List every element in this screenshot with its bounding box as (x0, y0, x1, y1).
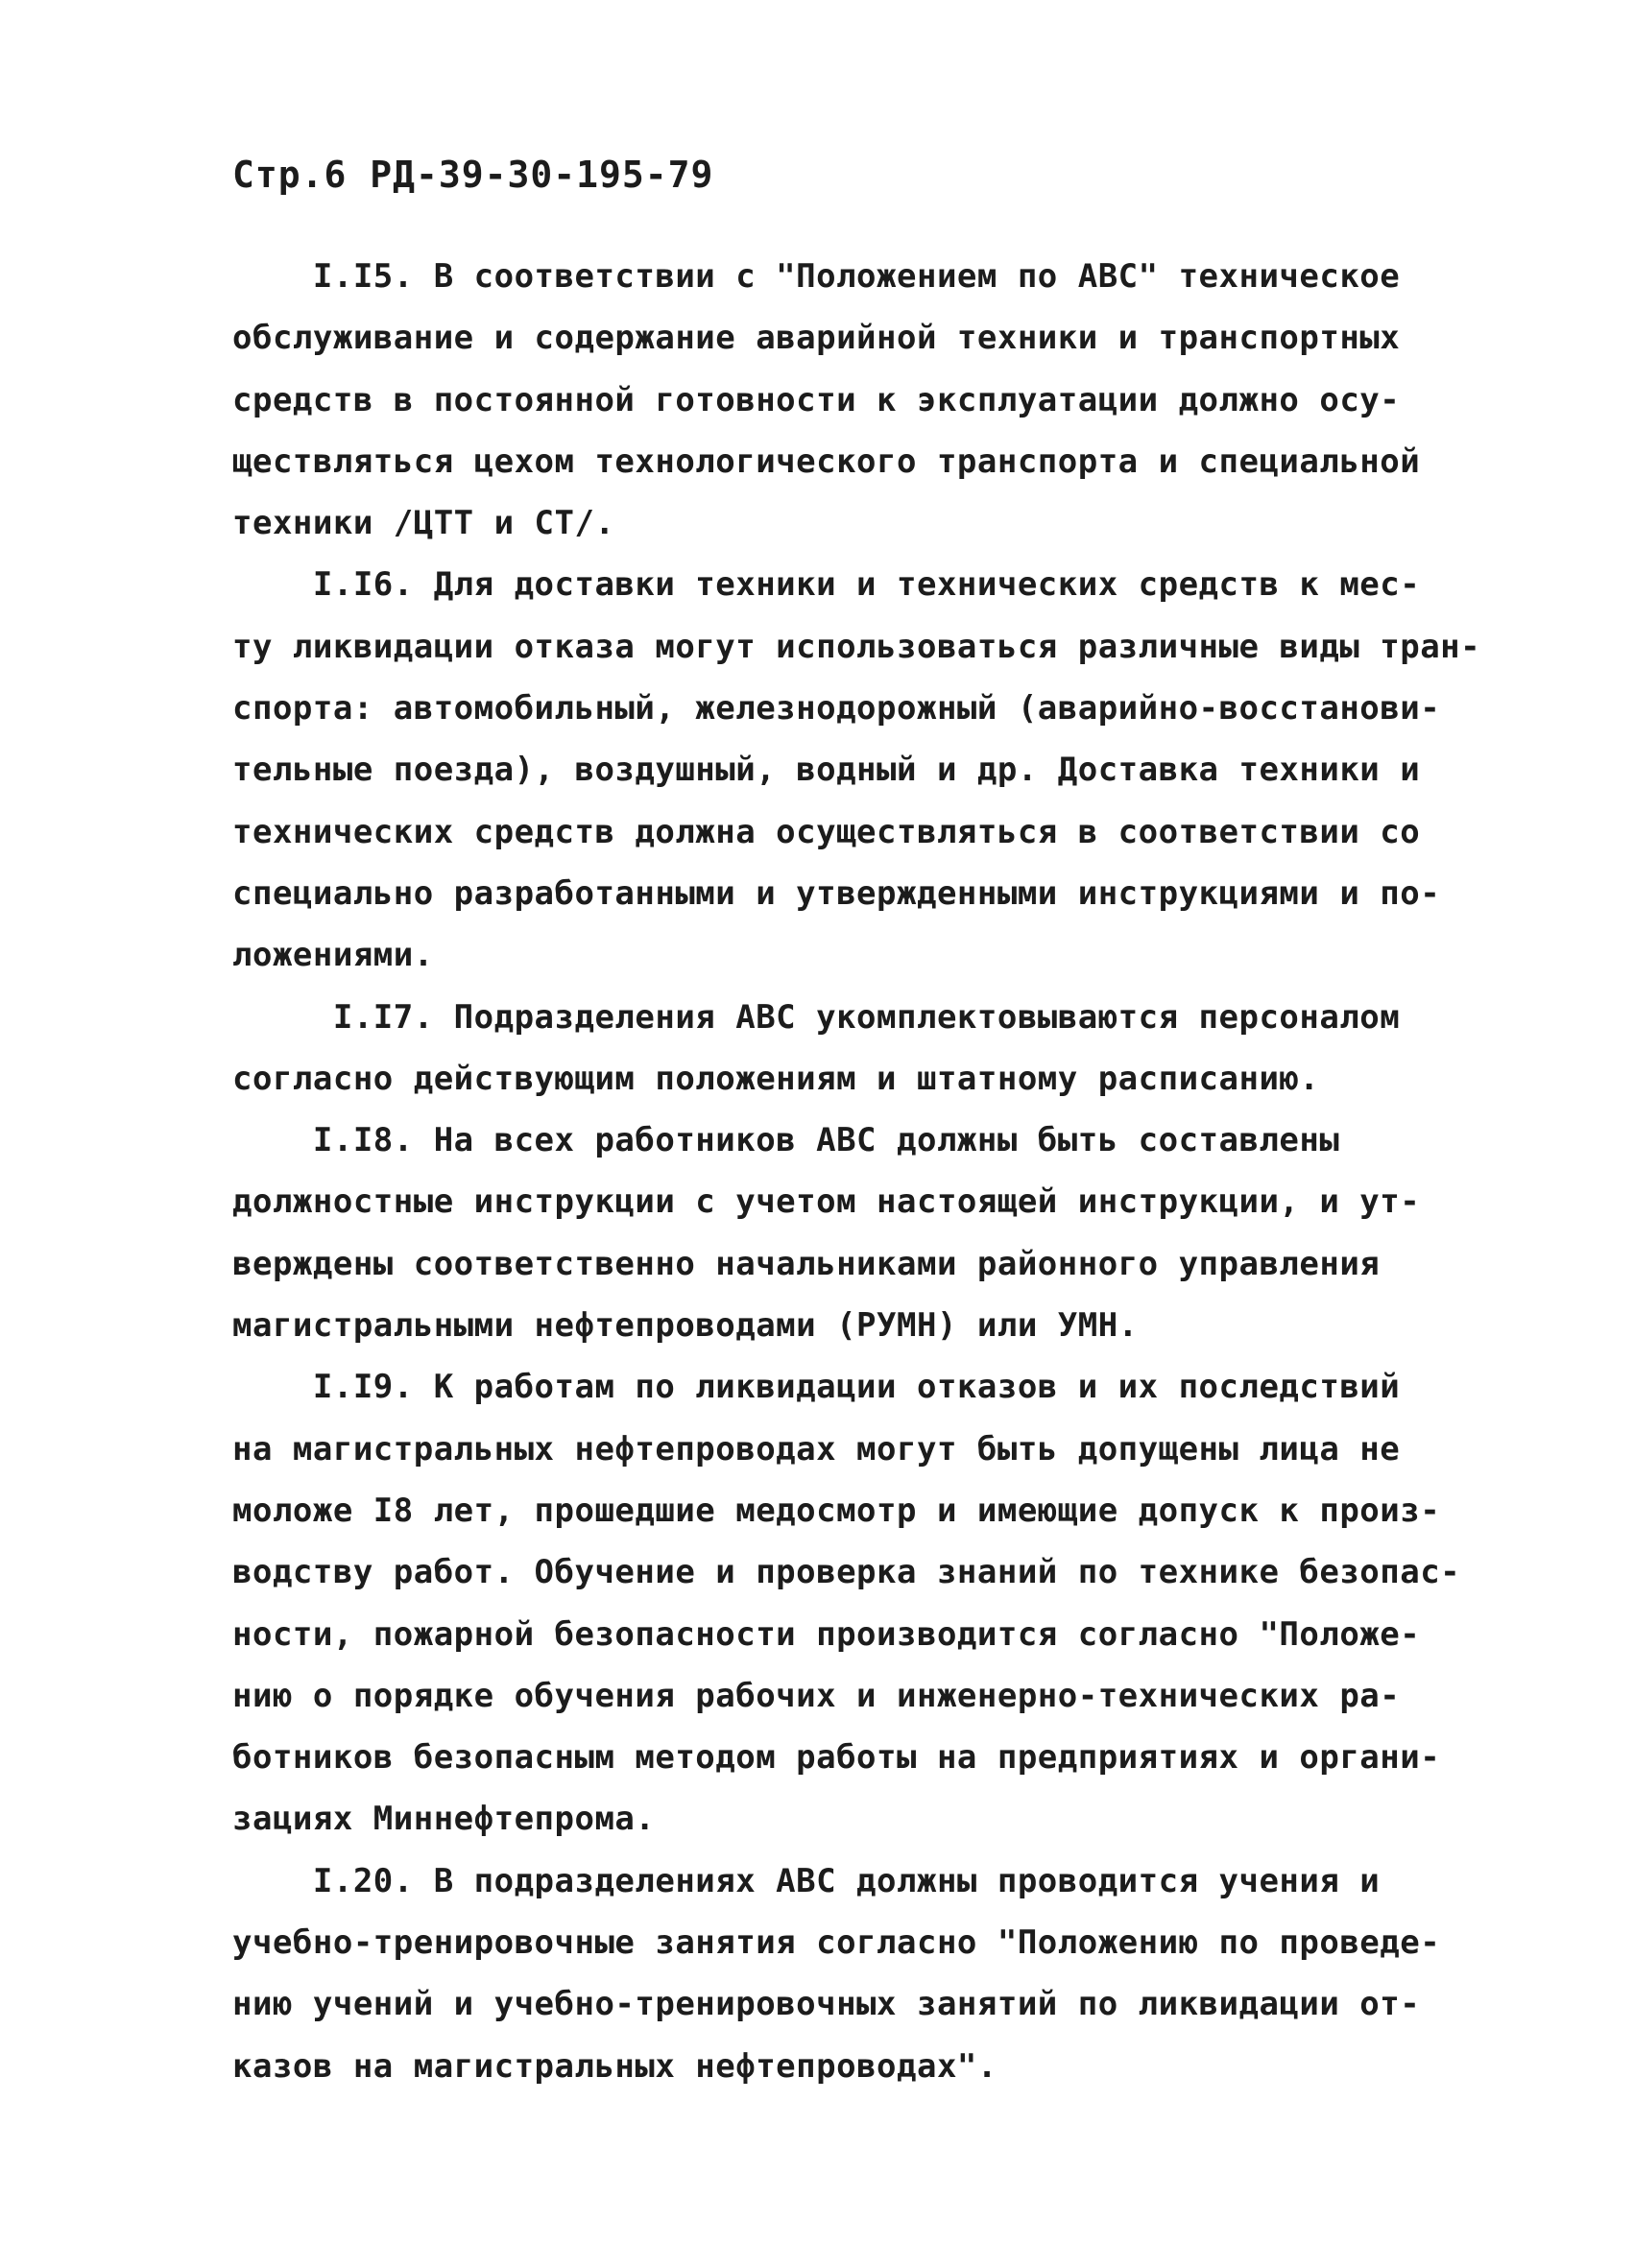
text-line: средств в постоянной готовности к эксплуатации должно осу- (232, 380, 1401, 419)
text-line: казов на магистральных нефтепроводах". (232, 2046, 997, 2086)
text-line: водству работ. Обучение и проверка знаний по технике безопас- (232, 1553, 1461, 1592)
text-line: ту ликвидации отказа могут использоваться различные виды тран- (232, 627, 1481, 666)
text-line: ности, пожарной безопасности производится согласно "Положе- (232, 1614, 1421, 1654)
text-line: I.I7. Подразделения АВС укомплектовываются персоналом (232, 997, 1401, 1037)
text-line: спорта: автомобильный, железнодорожный (аварийно-восстанови- (232, 689, 1441, 728)
page-header: Стр.6 РД-39-30-195-79 (232, 154, 714, 196)
text-line: обслуживание и содержание аварийной техники и транспортных (232, 319, 1401, 358)
text-line: тельные поезда), воздушный, водный и др. Доставка техники и (232, 751, 1421, 790)
text-line: магистральными нефтепроводами (РУМН) или УМН. (232, 1306, 1139, 1346)
text-line: специально разработанными и утвержденными инструкциями и по- (232, 873, 1441, 913)
text-line: учебно-тренировочные занятия согласно "Положению по проведе- (232, 1923, 1441, 1963)
text-line: I.20. В подразделениях АВС должны проводится учения и (232, 1861, 1381, 1900)
text-line: технических средств должна осуществляться в соответствии со (232, 812, 1421, 851)
text-line: верждены соответственно начальниками районного управления (232, 1244, 1381, 1283)
text-line: ложениями. (232, 936, 434, 975)
document-body (232, 246, 1481, 2097)
text-line: ществляться цехом технологического транспорта и специальной (232, 442, 1421, 481)
text-line: I.I5. В соответствии с "Положением по АВС" техническое (232, 257, 1401, 296)
text-line: I.I8. На всех работников АВС должны быть составлены (232, 1121, 1340, 1160)
text-line: I.I9. К работам по ликвидации отказов и их последствий (232, 1368, 1401, 1407)
text-line: на магистральных нефтепроводах могут быть допущены лица не (232, 1429, 1401, 1468)
text-line: техники /ЦТТ и СТ/. (232, 504, 615, 543)
text-line: должностные инструкции с учетом настоящей инструкции, и ут- (232, 1182, 1421, 1222)
text-line: ботников безопасным методом работы на предприятиях и органи- (232, 1738, 1441, 1778)
text-line: I.I6. Для доставки техники и технических средств к мес- (232, 565, 1421, 605)
text-line: зациях Миннефтепрома. (232, 1800, 656, 1839)
text-line: согласно действующим положениям и штатному расписанию. (232, 1059, 1320, 1098)
text-line: нию о порядке обучения рабочих и инженерно-технических ра- (232, 1676, 1401, 1715)
text-line: моложе I8 лет, прошедшие медосмотр и имеющие допуск к произ- (232, 1491, 1441, 1530)
text-line: нию учений и учебно-тренировочных занятий по ликвидации от- (232, 1985, 1421, 2024)
